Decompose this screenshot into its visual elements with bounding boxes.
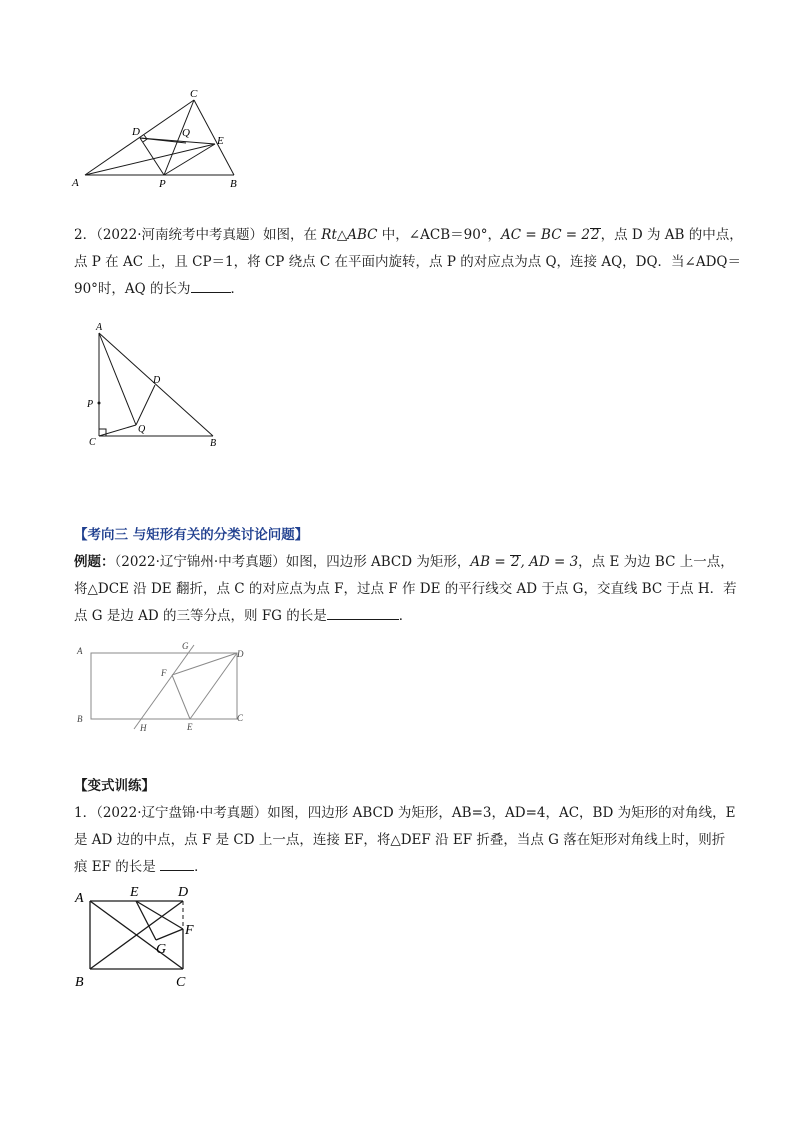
problem-2-text bbox=[74, 222, 743, 303]
figure-2-right-triangle bbox=[80, 318, 230, 453]
fig2-label-c: C bbox=[89, 437, 96, 448]
example-label: 例题： bbox=[74, 554, 115, 570]
fig3-label-c: C bbox=[237, 713, 244, 723]
problem-2-midpoint: ，点 D 为 AB 的中点， bbox=[600, 227, 743, 243]
problem-2-question: 90°时，AQ 的长为 bbox=[74, 281, 191, 297]
fig1-label-c: C bbox=[190, 88, 198, 100]
example-line-2: 将△DCE 沿 DE 翻折，点 C 的对应点为点 F，过点 F 作 DE 的平行线交 AD 于点 G，交直线 BC 于点 H．若 bbox=[74, 581, 737, 597]
fig1-label-d: D bbox=[132, 126, 140, 138]
fig2-label-q: Q bbox=[138, 424, 146, 435]
example-end: ． bbox=[398, 608, 413, 624]
example-ab: AB = bbox=[470, 554, 510, 570]
fig2-label-p: P bbox=[87, 399, 94, 410]
example-point-e: ，点 E 为边 BC 上一点， bbox=[578, 554, 734, 570]
fig3-label-a: A bbox=[77, 646, 83, 656]
fig1-label-b: B bbox=[230, 178, 237, 190]
fig2-label-b: B bbox=[210, 438, 217, 449]
practice-line-1: 1．（2022·辽宁盘锦·中考真题）如图，四边形 ABCD 为矩形，AB=3，AD=4，AC，BD 为矩形的对角线，E bbox=[74, 805, 736, 821]
problem-2-rt: Rt△ABC bbox=[321, 227, 378, 243]
figure-4-rectangle bbox=[70, 878, 210, 993]
fig4-label-a: A bbox=[75, 891, 84, 906]
answer-blank bbox=[160, 856, 194, 871]
section-4-heading: 【变式训练】 bbox=[74, 778, 155, 794]
example-text bbox=[74, 549, 737, 630]
fig3-label-f: F bbox=[161, 668, 167, 678]
fig2-label-a: A bbox=[96, 322, 103, 333]
fig4-label-e: E bbox=[130, 885, 139, 900]
fig1-label-e: E bbox=[217, 135, 224, 147]
practice-line-3 bbox=[74, 854, 724, 881]
example-sqrt: 2 bbox=[510, 554, 520, 570]
problem-2-line-1 bbox=[74, 222, 743, 249]
problem-2-end: ． bbox=[230, 281, 245, 297]
practice-problem-text bbox=[74, 800, 736, 881]
fig1-label-a: A bbox=[72, 177, 79, 189]
fig3-label-g: G bbox=[182, 641, 189, 651]
fig1-label-q: Q bbox=[182, 127, 190, 139]
example-line-1 bbox=[74, 549, 734, 576]
fig2-label-d: D bbox=[153, 375, 161, 386]
fig3-label-e: E bbox=[187, 722, 193, 732]
example-intro: （2022·辽宁锦州·中考真题）如图，四边形 ABCD 为矩形， bbox=[114, 554, 471, 570]
practice-line-2: 是 AD 边的中点，点 F 是 CD 上一点，连接 EF，将△DEF 沿 EF 折叠，当点 G 落在矩形对角线上时，则折 bbox=[74, 832, 726, 848]
example-line-3 bbox=[74, 603, 724, 630]
problem-2-angle: 中，∠ACB＝90°， bbox=[377, 227, 502, 243]
fig1-label-p: P bbox=[159, 178, 166, 190]
problem-2-sqrt: 2 bbox=[591, 227, 600, 243]
figure-3-rectangle bbox=[70, 640, 260, 735]
answer-blank bbox=[191, 278, 231, 293]
fig4-label-g: G bbox=[156, 942, 167, 957]
answer-blank bbox=[327, 605, 399, 620]
figure-1-triangle bbox=[60, 88, 260, 198]
problem-2-intro: 2．（2022·河南统考中考真题）如图，在 bbox=[74, 227, 322, 243]
fig3-label-h: H bbox=[140, 723, 147, 733]
problem-2-line-2: 点 P 在 AC 上，且 CP＝1，将 CP 绕点 C 在平面内旋转，点 P 的对应点为点 Q，连接 AQ，DQ．当∠ADQ＝ bbox=[74, 254, 742, 270]
fig4-label-c: C bbox=[176, 975, 186, 990]
fig4-label-d: D bbox=[178, 885, 189, 900]
example-ad: , AD = 3 bbox=[520, 554, 579, 570]
fig4-label-f: F bbox=[185, 923, 194, 938]
problem-2-equation: AC = BC = 2 bbox=[501, 227, 591, 243]
fig3-label-b: B bbox=[77, 714, 83, 724]
problem-2-line-3 bbox=[74, 276, 724, 303]
section-3-heading: 【考向三 与矩形有关的分类讨论问题】 bbox=[74, 527, 309, 543]
example-question: 点 G 是边 AD 的三等分点，则 FG 的长是 bbox=[74, 608, 327, 624]
fig3-label-d: D bbox=[237, 649, 244, 659]
practice-end: ． bbox=[194, 859, 208, 875]
fig4-label-b: B bbox=[75, 975, 84, 990]
practice-question: 痕 EF 的长是 bbox=[74, 859, 156, 875]
